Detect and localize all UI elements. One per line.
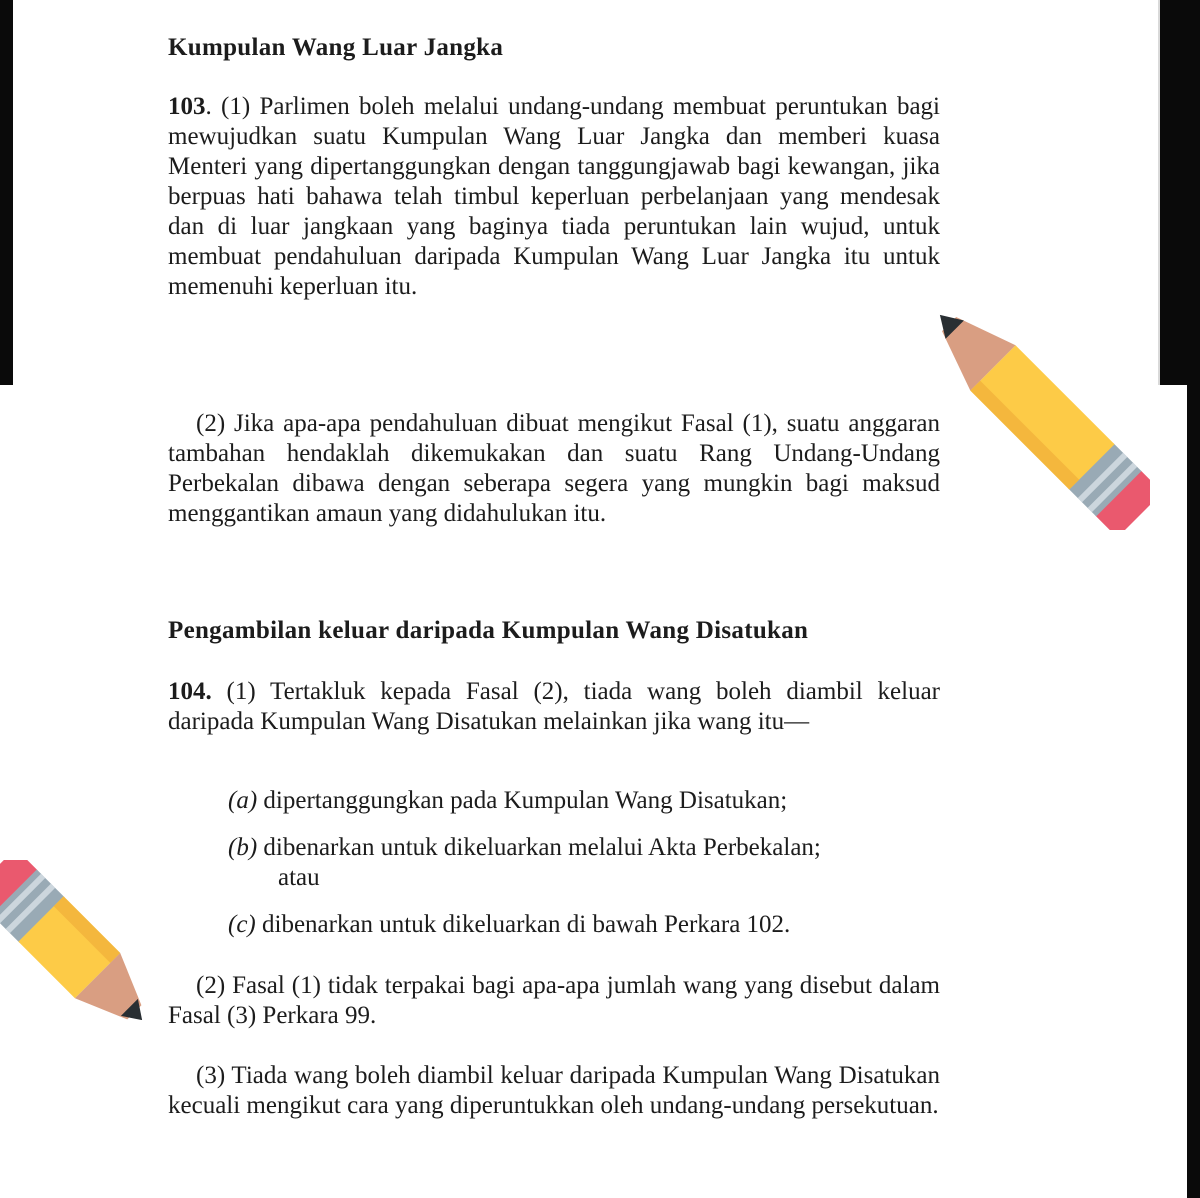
section-104-clause-1-text: (1) Tertakluk kepada Fasal (2), tiada wang boleh diambil keluar daripada Kumpulan Wang Disatukan melainkan jika wang itu— — [168, 678, 940, 735]
pencil-icon — [930, 295, 1150, 530]
screen-edge-right-lower — [1187, 385, 1200, 1198]
list-item-b-label: (b) — [228, 834, 258, 861]
list-item-a-text: dipertanggungkan pada Kumpulan Wang Disatukan; — [263, 787, 788, 814]
pencil-icon — [0, 860, 150, 1020]
section-103-heading: Kumpulan Wang Luar Jangka — [168, 34, 504, 61]
list-item-c-label: (c) — [228, 911, 256, 938]
list-item-a-label: (a) — [228, 787, 258, 814]
page-edge — [1158, 0, 1160, 385]
section-104-clause-2: (2) Fasal (1) tidak terpakai bagi apa-apa jumlah wang yang disebut dalam Fasal (3) Perkara 99. — [168, 972, 940, 1029]
list-item-c-text: dibenarkan untuk dikeluarkan di bawah Perkara 102. — [262, 911, 791, 938]
screen-edge-left — [0, 0, 13, 385]
list-item-c — [228, 910, 940, 940]
section-103-clause-1 — [168, 92, 940, 302]
section-104-heading: Pengambilan keluar daripada Kumpulan Wang Disatukan — [168, 617, 809, 644]
screen-edge-right — [1160, 0, 1200, 385]
list-item-b — [228, 833, 940, 893]
section-104-clause-3: (3) Tiada wang boleh diambil keluar daripada Kumpulan Wang Disatukan kecuali mengikut cara yang diperuntukkan oleh undang-undang persekutuan. — [168, 1062, 940, 1119]
section-103-number: 103 — [168, 93, 206, 120]
list-item-b-continuation: atau — [278, 864, 320, 891]
section-103-clause-2: (2) Jika apa-apa pendahuluan dibuat mengikut Fasal (1), suatu anggaran tambahan hendaklah dikemukakan dan suatu Rang Undang-Undang Perbekalan dibawa dengan seberapa segera yang mungkin bagi maksud menggantikan amaun yang didahulukan itu. — [168, 410, 940, 527]
list-item-a — [228, 786, 940, 816]
section-103-clause-1-text: . (1) Parlimen boleh melalui undang-undang membuat peruntukan bagi mewujudkan suatu Kumpulan Wang Luar Jangka dan memberi kuasa Menteri yang dipertanggungkan dengan tanggungjawab bagi kewangan, jika berpuas hati bahawa telah timbul keperluan perbelanjaan yang mendesak dan di luar jangkaan yang baginya tiada peruntukan lain wujud, untuk membuat pendahuluan daripada Kumpulan Wang Luar Jangka itu untuk memenuhi keperluan itu. — [168, 93, 940, 300]
list-item-b-text: dibenarkan untuk dikeluarkan melalui Akta Perbekalan; — [263, 834, 821, 861]
section-104-number: 104. — [168, 678, 212, 705]
section-104-clause-1 — [168, 677, 940, 737]
